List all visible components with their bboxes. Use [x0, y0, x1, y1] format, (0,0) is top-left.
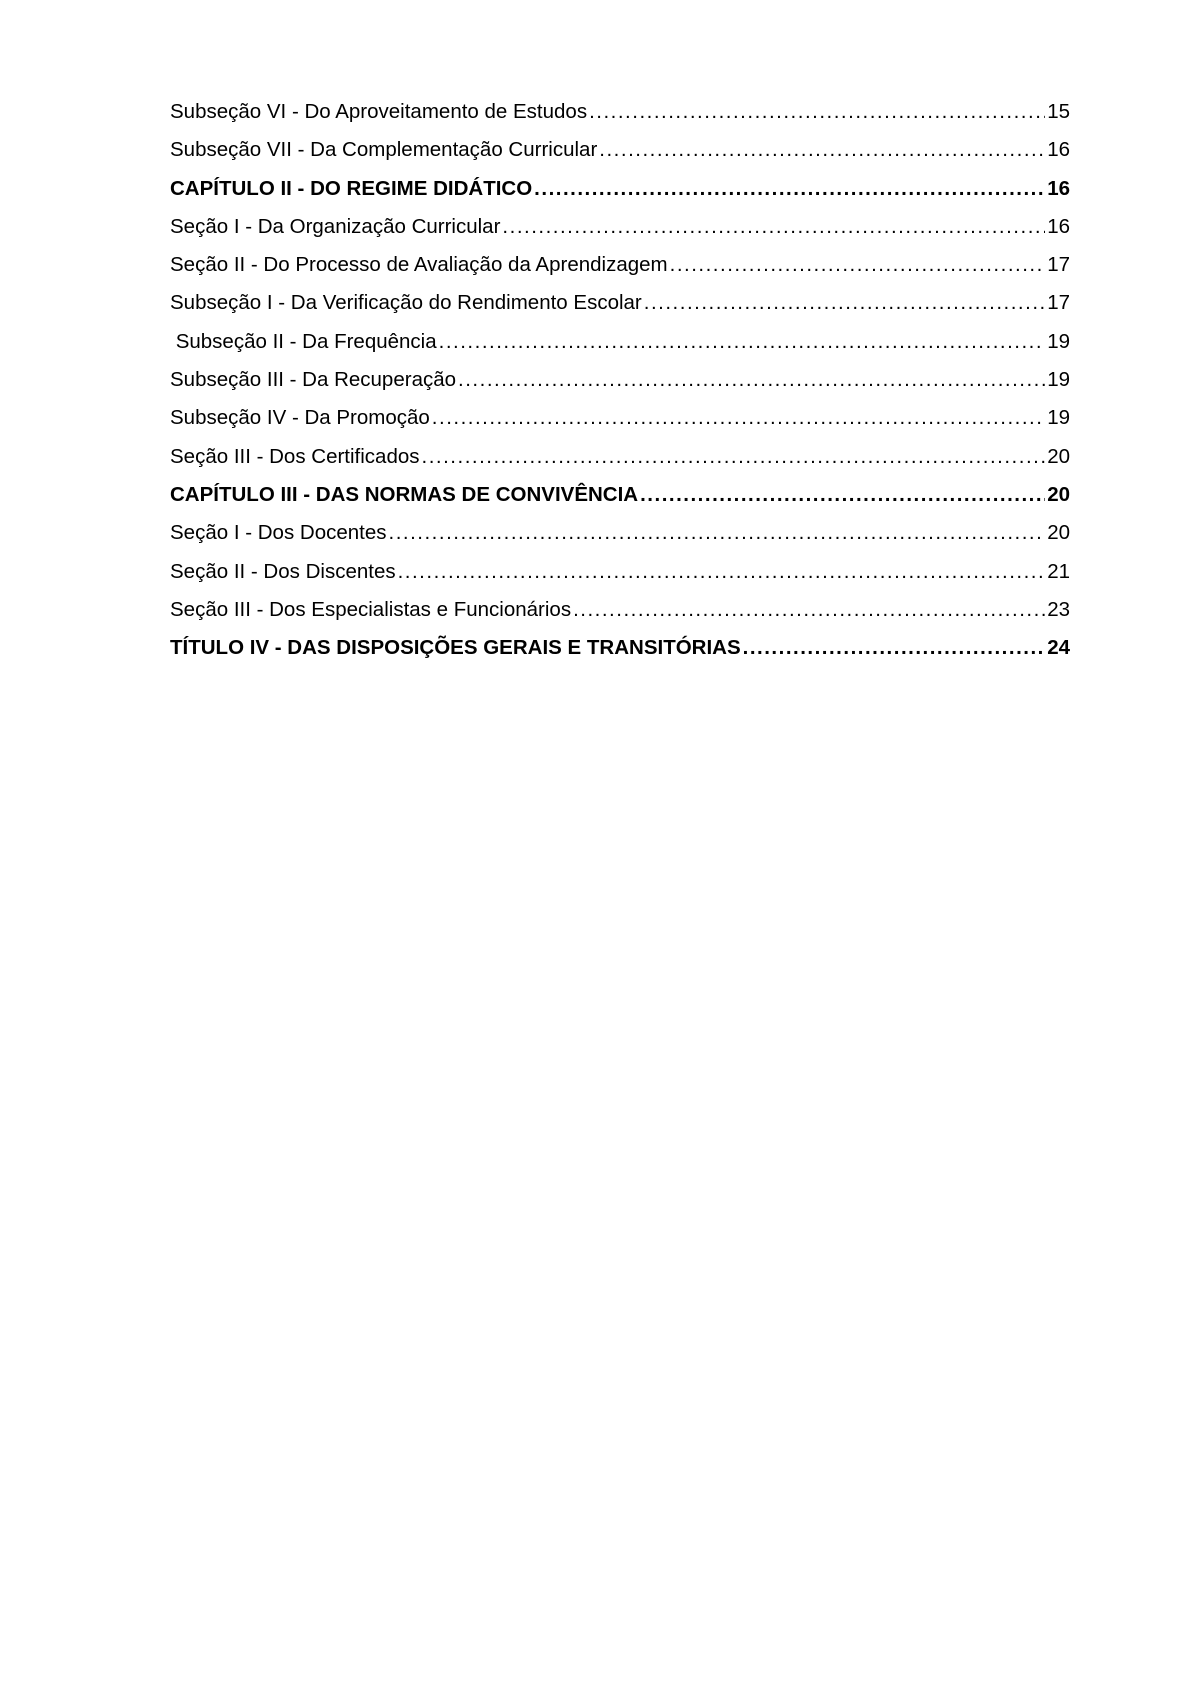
toc-entry[interactable]: [170, 177, 1070, 215]
toc-page-number: 19: [1047, 406, 1070, 430]
toc-entry[interactable]: [170, 636, 1070, 674]
toc-entry-label: Seção II - Do Processo de Avaliação da Aprendizagem: [170, 253, 668, 277]
toc-entry-label: Seção I - Dos Docentes: [170, 521, 387, 545]
toc-entry[interactable]: [170, 291, 1070, 329]
toc-entry-label: Subseção VII - Da Complementação Curricular: [170, 138, 598, 162]
toc-page-number: 15: [1047, 100, 1070, 123]
toc-page-number: 19: [1047, 368, 1070, 392]
toc-entry[interactable]: [170, 560, 1070, 598]
toc-dot-leader: [502, 215, 1045, 239]
toc-page-number: 20: [1047, 444, 1070, 468]
toc-dot-leader: [534, 177, 1045, 201]
toc-dot-leader: [398, 560, 1046, 584]
toc-entry[interactable]: [170, 521, 1070, 559]
toc-page-number: 16: [1047, 214, 1070, 238]
toc-entry-label: Seção III - Dos Certificados: [170, 444, 420, 468]
toc-entry[interactable]: [170, 253, 1070, 291]
toc-page-number: 19: [1047, 329, 1070, 353]
table-of-contents: [170, 100, 1070, 674]
toc-dot-leader: [573, 598, 1045, 622]
toc-entry-label: TÍTULO IV - DAS DISPOSIÇÕES GERAIS E TRANSITÓRIAS: [170, 636, 741, 660]
toc-entry[interactable]: [170, 368, 1070, 406]
toc-entry[interactable]: [170, 138, 1070, 176]
toc-page-number: 17: [1047, 291, 1070, 315]
toc-dot-leader: [432, 406, 1045, 430]
toc-entry-label: Seção II - Dos Discentes: [170, 559, 396, 583]
toc-page-number: 16: [1047, 138, 1070, 162]
toc-dot-leader: [589, 100, 1045, 124]
toc-dot-leader: [422, 445, 1046, 469]
toc-entry[interactable]: [170, 215, 1070, 253]
toc-dot-leader: [599, 138, 1045, 162]
toc-dot-leader: [439, 330, 1046, 354]
toc-entry[interactable]: [170, 445, 1070, 483]
toc-dot-leader: [644, 291, 1045, 315]
toc-dot-leader: [743, 636, 1046, 660]
toc-entry-label: Subseção II - Da Frequência: [170, 329, 437, 353]
toc-entry[interactable]: [170, 100, 1070, 138]
toc-page-number: 20: [1047, 482, 1070, 506]
toc-entry-label: CAPÍTULO II - DO REGIME DIDÁTICO: [170, 176, 533, 200]
toc-entry[interactable]: [170, 483, 1070, 521]
toc-entry-label: CAPÍTULO III - DAS NORMAS DE CONVIVÊNCIA: [170, 482, 639, 506]
toc-page-number: 24: [1047, 636, 1070, 660]
toc-entry-label: Subseção III - Da Recuperação: [170, 368, 457, 392]
toc-entry[interactable]: [170, 330, 1070, 368]
toc-page-number: 16: [1047, 176, 1070, 200]
toc-page-number: 17: [1047, 253, 1070, 277]
toc-dot-leader: [670, 253, 1046, 277]
toc-entry-label: Subseção I - Da Verificação do Rendimento Escolar: [170, 291, 642, 315]
toc-page-number: 20: [1047, 521, 1070, 545]
toc-entry[interactable]: [170, 406, 1070, 444]
toc-dot-leader: [389, 521, 1046, 545]
toc-entry-label: Seção I - Da Organização Curricular: [170, 214, 501, 238]
toc-dot-leader: [458, 368, 1045, 392]
toc-entry-label: Seção III - Dos Especialistas e Funcionários: [170, 597, 572, 621]
toc-entry[interactable]: [170, 598, 1070, 636]
toc-dot-leader: [640, 483, 1045, 507]
toc-page-number: 23: [1047, 597, 1070, 621]
toc-entry-label: Subseção VI - Do Aproveitamento de Estudos: [170, 100, 588, 123]
toc-page-number: 21: [1047, 559, 1070, 583]
toc-entry-label: Subseção IV - Da Promoção: [170, 406, 430, 430]
